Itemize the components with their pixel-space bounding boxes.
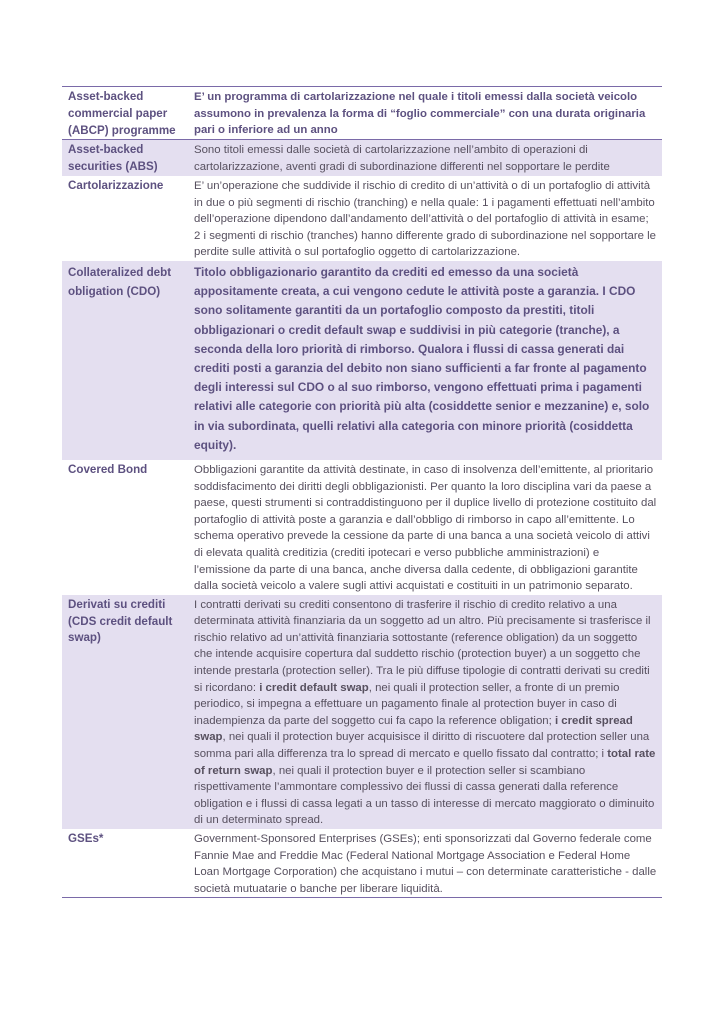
term-covered-bond: Covered Bond	[68, 462, 148, 476]
definition-cartolarizzazione: E’ un’operazione che suddivide il rischio di credito di un’attività o di un portafoglio di attività in due o più segmenti di rischio (tranching) e nella quale: 1 i pagamenti effettuati nell’ambito dell’operazione dipendono dall’andamento dell’attività o del portafoglio di attività in esame; 2 i segmenti di rischio (tranches) hanno differente grado di subordinazione nel sopportare le perdite sulle attività o sul portafoglio oggetto di cartolarizzazione.	[194, 179, 657, 259]
definition-derivati	[194, 595, 662, 829]
term-abcp: Asset-backed commercial paper (ABCP) programme	[68, 90, 176, 137]
definition-text: , nei quali il protection buyer e il protection seller si scambiano rispettivamente l’ammontare complessivo dei flussi di cassa generati dalla reference obligation e i flussi di cassa legati a un tasso di interesse di mercato maggiorato o diminuito di un determinato spread.	[194, 764, 655, 827]
table-row-cartolarizzazione	[62, 176, 662, 261]
table-row-cdo	[62, 261, 662, 460]
glossary-table	[62, 86, 662, 898]
table-row-gses	[62, 829, 662, 897]
term-derivati: Derivati su crediti (CDS credit default swap)	[68, 597, 173, 645]
table-row-abs	[62, 140, 662, 176]
definition-text: , nei quali il protection buyer acquisisce il diritto di riscuotere dal protection seller una somma pari alla differenza tra lo spread di mercato e quello fissato dal contratto; i	[194, 731, 650, 761]
term-gses: GSEs*	[68, 832, 104, 846]
table-row-abcp	[62, 87, 662, 140]
term-cdo: Collateralized debt obligation (CDO)	[68, 265, 172, 299]
definition-covered-bond: Obbligazioni garantite da attività destinate, in caso di insolvenza dell’emittente, al prioritario soddisfacimento dei diritti degli obbligazionisti. Per quanto la loro disciplina vari da paese a paese, questi strumenti si contraddistinguono per il duplice livello di protezione costituito dal portafoglio di attività poste a garanzia e dall’obbligo di rimborso in capo all’emittente. Lo schema operativo prevede la cessione da parte di una banca a una società veicolo di attivi di elevata qualità creditizia (crediti ipotecari e verso pubbliche amministrazioni) e l’emissione da parte di una banca, anche diversa dalla cedente, di obbligazioni garantite dalla società veicolo a valere sugli attivi acquistati e costituiti in un patrimonio separato.	[194, 463, 657, 593]
term-abs: Asset-backed securities (ABS)	[68, 143, 158, 174]
definition-text: I contratti derivati su crediti consentono di trasferire il rischio di credito relativo a una determinata attività finanziaria da un soggetto ad un altro. Più precisamente si trasferisce il rischio relativo ad un’attività finanziaria sottostante (reference obligation) da un soggetto che intende acquisire copertura dal suddetto rischio (protection buyer) a un soggetto che intende prestarla (protection seller). Tra le più diffuse tipologie di contratti derivati su crediti si ricordano:	[194, 598, 651, 694]
definition-abcp: E’ un programma di cartolarizzazione nel quale i titoli emessi dalla società veicolo assumono in prevalenza la forma di “foglio commerciale” con una durata originaria pari o inferiore ad un anno	[194, 91, 646, 137]
table-row-covered-bond	[62, 460, 662, 595]
definition-text: , nei quali il protection seller, a fronte di un premio periodico, si impegna a effettuare un pagamento finale al protection buyer in caso di inadempienza da parte del soggetto cui fa capo la reference obligation;	[194, 681, 620, 727]
highlighted-term-spread-swap: i credit spread swap	[194, 714, 633, 744]
highlighted-term-trs: total rate of return swap	[194, 748, 656, 777]
table-row-derivati	[62, 595, 662, 829]
term-cartolarizzazione: Cartolarizzazione	[68, 178, 164, 192]
definition-cdo: Titolo obbligazionario garantito da crediti ed emesso da una società appositamente creata, a cui vengono cedute le attività poste a garanzia. I CDO sono solitamente garantiti da un portafoglio composto da prestiti, titoli obbligazionari o credit default swap e suddivisi in più categorie (tranche), a seconda della loro priorità di rimborso. Qualora i flussi di cassa generati dai crediti posti a garanzia del debito non siano sufficienti a far fronte al pagamento degli interessi sul CDO o al suo rimborso, vengono effettuati prima i pagamenti relativi alle categorie con priorità più alta (cosiddette senior e mezzanine) e, solo in via subordinata, quelli relativi alla categoria con minore priorità (cosiddetta equity).	[194, 264, 650, 452]
definition-abs: Sono titoli emessi dalle società di cartolarizzazione nell’ambito di operazioni di cartolarizzazione, aventi gradi di subordinazione differenti nel sopportare le perdite	[194, 144, 610, 173]
highlighted-term-cds: i credit default swap	[259, 681, 369, 694]
definition-gses: Government-Sponsored Enterprises (GSEs); enti sponsorizzati dal Governo federale come Fannie Mae and Freddie Mac (Federal National Mortgage Association e Federal Home Loan Mortgage Corporation) che acquistano i mutui – con determinate caratteristiche - dalle società mutuatarie o banche per liberare liquidità.	[194, 833, 657, 895]
